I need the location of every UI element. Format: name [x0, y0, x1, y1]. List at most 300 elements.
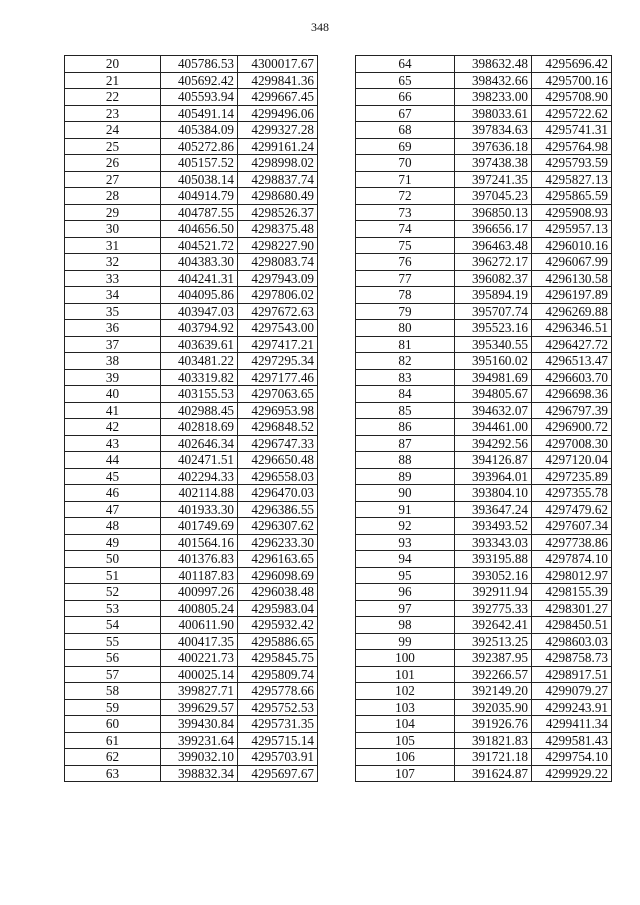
y-coordinate-cell: 4297355.78 — [532, 485, 612, 502]
x-coordinate-cell: 397241.35 — [455, 171, 532, 188]
x-coordinate-cell: 400025.14 — [161, 666, 238, 683]
x-coordinate-cell: 400611.90 — [161, 617, 238, 634]
point-number-cell: 94 — [356, 551, 455, 568]
table-row — [356, 56, 612, 73]
x-coordinate-cell: 397438.38 — [455, 155, 532, 172]
y-coordinate-cell: 4298758.73 — [532, 650, 612, 667]
point-number-cell: 102 — [356, 683, 455, 700]
point-number-cell: 106 — [356, 749, 455, 766]
y-coordinate-cell: 4295809.74 — [238, 666, 318, 683]
point-number-cell: 40 — [65, 386, 161, 403]
table-row — [356, 155, 612, 172]
table-row — [65, 633, 318, 650]
table-row — [65, 287, 318, 304]
x-coordinate-cell: 393493.52 — [455, 518, 532, 535]
point-number-cell: 49 — [65, 534, 161, 551]
x-coordinate-cell: 393343.03 — [455, 534, 532, 551]
point-number-cell: 50 — [65, 551, 161, 568]
x-coordinate-cell: 403155.53 — [161, 386, 238, 403]
table-row — [65, 204, 318, 221]
table-row — [356, 765, 612, 782]
y-coordinate-cell: 4297943.09 — [238, 270, 318, 287]
x-coordinate-cell: 402294.33 — [161, 468, 238, 485]
point-number-cell: 91 — [356, 501, 455, 518]
x-coordinate-cell: 393052.16 — [455, 567, 532, 584]
point-number-cell: 36 — [65, 320, 161, 337]
point-number-cell: 56 — [65, 650, 161, 667]
x-coordinate-cell: 404095.86 — [161, 287, 238, 304]
x-coordinate-cell: 403319.82 — [161, 369, 238, 386]
point-number-cell: 86 — [356, 419, 455, 436]
x-coordinate-cell: 402646.34 — [161, 435, 238, 452]
x-coordinate-cell: 402471.51 — [161, 452, 238, 469]
y-coordinate-cell: 4296797.39 — [532, 402, 612, 419]
table-row — [356, 254, 612, 271]
point-number-cell: 90 — [356, 485, 455, 502]
point-number-cell: 38 — [65, 353, 161, 370]
point-number-cell: 103 — [356, 699, 455, 716]
y-coordinate-cell: 4297063.65 — [238, 386, 318, 403]
x-coordinate-cell: 394981.69 — [455, 369, 532, 386]
point-number-cell: 92 — [356, 518, 455, 535]
y-coordinate-cell: 4295778.66 — [238, 683, 318, 700]
y-coordinate-cell: 4296470.03 — [238, 485, 318, 502]
x-coordinate-cell: 405692.42 — [161, 72, 238, 89]
y-coordinate-cell: 4296698.36 — [532, 386, 612, 403]
table-row — [65, 435, 318, 452]
table-row — [356, 369, 612, 386]
point-number-cell: 88 — [356, 452, 455, 469]
y-coordinate-cell: 4295908.93 — [532, 204, 612, 221]
y-coordinate-cell: 4295827.13 — [532, 171, 612, 188]
point-number-cell: 73 — [356, 204, 455, 221]
table-row — [356, 336, 612, 353]
y-coordinate-cell: 4298526.37 — [238, 204, 318, 221]
table-row — [356, 320, 612, 337]
y-coordinate-cell: 4300017.67 — [238, 56, 318, 73]
table-row — [356, 353, 612, 370]
point-number-cell: 47 — [65, 501, 161, 518]
table-row — [65, 221, 318, 238]
y-coordinate-cell: 4298450.51 — [532, 617, 612, 634]
table-row — [356, 584, 612, 601]
y-coordinate-cell: 4295886.65 — [238, 633, 318, 650]
x-coordinate-cell: 396082.37 — [455, 270, 532, 287]
y-coordinate-cell: 4297738.86 — [532, 534, 612, 551]
point-number-cell: 62 — [65, 749, 161, 766]
x-coordinate-cell: 392266.57 — [455, 666, 532, 683]
table-row — [65, 386, 318, 403]
point-number-cell: 57 — [65, 666, 161, 683]
table-row — [356, 138, 612, 155]
y-coordinate-cell: 4295932.42 — [238, 617, 318, 634]
table-row — [65, 402, 318, 419]
table-row — [356, 270, 612, 287]
x-coordinate-cell: 391624.87 — [455, 765, 532, 782]
table-row — [65, 699, 318, 716]
point-number-cell: 84 — [356, 386, 455, 403]
x-coordinate-cell: 398033.61 — [455, 105, 532, 122]
page-number: 348 — [311, 20, 329, 34]
x-coordinate-cell: 401933.30 — [161, 501, 238, 518]
y-coordinate-cell: 4297479.62 — [532, 501, 612, 518]
y-coordinate-cell: 4299243.91 — [532, 699, 612, 716]
point-number-cell: 22 — [65, 89, 161, 106]
point-number-cell: 41 — [65, 402, 161, 419]
table-row — [65, 89, 318, 106]
point-number-cell: 101 — [356, 666, 455, 683]
point-number-cell: 25 — [65, 138, 161, 155]
y-coordinate-cell: 4296163.65 — [238, 551, 318, 568]
table-row — [65, 600, 318, 617]
point-number-cell: 69 — [356, 138, 455, 155]
point-number-cell: 60 — [65, 716, 161, 733]
y-coordinate-cell: 4296307.62 — [238, 518, 318, 535]
point-number-cell: 33 — [65, 270, 161, 287]
x-coordinate-cell: 392775.33 — [455, 600, 532, 617]
coordinates-table-right — [355, 55, 612, 782]
table-row — [356, 666, 612, 683]
x-coordinate-cell: 403794.92 — [161, 320, 238, 337]
point-number-cell: 55 — [65, 633, 161, 650]
y-coordinate-cell: 4297417.21 — [238, 336, 318, 353]
y-coordinate-cell: 4299581.43 — [532, 732, 612, 749]
point-number-cell: 96 — [356, 584, 455, 601]
y-coordinate-cell: 4298155.39 — [532, 584, 612, 601]
table-row — [65, 617, 318, 634]
table-row — [65, 468, 318, 485]
x-coordinate-cell: 400417.35 — [161, 633, 238, 650]
table-row — [356, 204, 612, 221]
point-number-cell: 100 — [356, 650, 455, 667]
x-coordinate-cell: 397045.23 — [455, 188, 532, 205]
table-row — [356, 699, 612, 716]
point-number-cell: 99 — [356, 633, 455, 650]
y-coordinate-cell: 4299411.34 — [532, 716, 612, 733]
table-row — [356, 617, 612, 634]
table-row — [356, 171, 612, 188]
y-coordinate-cell: 4297543.00 — [238, 320, 318, 337]
x-coordinate-cell: 398632.48 — [455, 56, 532, 73]
x-coordinate-cell: 401749.69 — [161, 518, 238, 535]
table-row — [356, 402, 612, 419]
y-coordinate-cell: 4297295.34 — [238, 353, 318, 370]
table-row — [356, 518, 612, 535]
x-coordinate-cell: 399827.71 — [161, 683, 238, 700]
y-coordinate-cell: 4295700.16 — [532, 72, 612, 89]
x-coordinate-cell: 404787.55 — [161, 204, 238, 221]
y-coordinate-cell: 4295696.42 — [532, 56, 612, 73]
y-coordinate-cell: 4296386.55 — [238, 501, 318, 518]
point-number-cell: 61 — [65, 732, 161, 749]
table-row — [65, 567, 318, 584]
point-number-cell: 85 — [356, 402, 455, 419]
table-row — [65, 353, 318, 370]
y-coordinate-cell: 4296233.30 — [238, 534, 318, 551]
x-coordinate-cell: 395894.19 — [455, 287, 532, 304]
table-row — [65, 485, 318, 502]
y-coordinate-cell: 4296513.47 — [532, 353, 612, 370]
x-coordinate-cell: 404241.31 — [161, 270, 238, 287]
table-row — [65, 716, 318, 733]
point-number-cell: 44 — [65, 452, 161, 469]
x-coordinate-cell: 402988.45 — [161, 402, 238, 419]
y-coordinate-cell: 4296098.69 — [238, 567, 318, 584]
point-number-cell: 107 — [356, 765, 455, 782]
point-number-cell: 104 — [356, 716, 455, 733]
y-coordinate-cell: 4296558.03 — [238, 468, 318, 485]
table-row — [65, 419, 318, 436]
point-number-cell: 51 — [65, 567, 161, 584]
point-number-cell: 79 — [356, 303, 455, 320]
y-coordinate-cell: 4299841.36 — [238, 72, 318, 89]
y-coordinate-cell: 4298301.27 — [532, 600, 612, 617]
x-coordinate-cell: 394632.07 — [455, 402, 532, 419]
x-coordinate-cell: 404914.79 — [161, 188, 238, 205]
point-number-cell: 29 — [65, 204, 161, 221]
point-number-cell: 31 — [65, 237, 161, 254]
table-row — [65, 237, 318, 254]
point-number-cell: 30 — [65, 221, 161, 238]
y-coordinate-cell: 4297120.04 — [532, 452, 612, 469]
table-row — [65, 749, 318, 766]
table-row — [356, 287, 612, 304]
x-coordinate-cell: 396272.17 — [455, 254, 532, 271]
point-number-cell: 43 — [65, 435, 161, 452]
x-coordinate-cell: 393647.24 — [455, 501, 532, 518]
x-coordinate-cell: 397834.63 — [455, 122, 532, 139]
point-number-cell: 20 — [65, 56, 161, 73]
table-row — [65, 303, 318, 320]
table-row — [65, 72, 318, 89]
table-row — [356, 567, 612, 584]
x-coordinate-cell: 395707.74 — [455, 303, 532, 320]
x-coordinate-cell: 396463.48 — [455, 237, 532, 254]
y-coordinate-cell: 4299079.27 — [532, 683, 612, 700]
table-row — [65, 584, 318, 601]
y-coordinate-cell: 4295764.98 — [532, 138, 612, 155]
table-row — [356, 600, 612, 617]
y-coordinate-cell: 4298998.02 — [238, 155, 318, 172]
y-coordinate-cell: 4295703.91 — [238, 749, 318, 766]
table-row — [356, 72, 612, 89]
y-coordinate-cell: 4299327.28 — [238, 122, 318, 139]
y-coordinate-cell: 4298375.48 — [238, 221, 318, 238]
y-coordinate-cell: 4296038.48 — [238, 584, 318, 601]
y-coordinate-cell: 4296603.70 — [532, 369, 612, 386]
y-coordinate-cell: 4296953.98 — [238, 402, 318, 419]
table-row — [65, 138, 318, 155]
table-row — [356, 732, 612, 749]
table-row — [356, 188, 612, 205]
x-coordinate-cell: 400997.26 — [161, 584, 238, 601]
point-number-cell: 21 — [65, 72, 161, 89]
point-number-cell: 98 — [356, 617, 455, 634]
table-row — [65, 369, 318, 386]
y-coordinate-cell: 4298917.51 — [532, 666, 612, 683]
table-row — [65, 155, 318, 172]
point-number-cell: 28 — [65, 188, 161, 205]
point-number-cell: 67 — [356, 105, 455, 122]
x-coordinate-cell: 395340.55 — [455, 336, 532, 353]
table-row — [65, 518, 318, 535]
table-row — [356, 386, 612, 403]
y-coordinate-cell: 4295722.62 — [532, 105, 612, 122]
x-coordinate-cell: 405272.86 — [161, 138, 238, 155]
table-row — [65, 254, 318, 271]
y-coordinate-cell: 4295697.67 — [238, 765, 318, 782]
table-row — [356, 237, 612, 254]
point-number-cell: 93 — [356, 534, 455, 551]
x-coordinate-cell: 393804.10 — [455, 485, 532, 502]
table-row — [356, 633, 612, 650]
table-row — [65, 501, 318, 518]
x-coordinate-cell: 403481.22 — [161, 353, 238, 370]
point-number-cell: 68 — [356, 122, 455, 139]
y-coordinate-cell: 4298680.49 — [238, 188, 318, 205]
y-coordinate-cell: 4297607.34 — [532, 518, 612, 535]
table-row — [356, 716, 612, 733]
table-row — [65, 551, 318, 568]
y-coordinate-cell: 4295708.90 — [532, 89, 612, 106]
point-number-cell: 35 — [65, 303, 161, 320]
y-coordinate-cell: 4296900.72 — [532, 419, 612, 436]
point-number-cell: 72 — [356, 188, 455, 205]
table-row — [356, 419, 612, 436]
y-coordinate-cell: 4299161.24 — [238, 138, 318, 155]
x-coordinate-cell: 404656.50 — [161, 221, 238, 238]
y-coordinate-cell: 4298837.74 — [238, 171, 318, 188]
table-row — [65, 650, 318, 667]
y-coordinate-cell: 4298012.97 — [532, 567, 612, 584]
x-coordinate-cell: 396850.13 — [455, 204, 532, 221]
point-number-cell: 74 — [356, 221, 455, 238]
y-coordinate-cell: 4296346.51 — [532, 320, 612, 337]
point-number-cell: 70 — [356, 155, 455, 172]
x-coordinate-cell: 405786.53 — [161, 56, 238, 73]
x-coordinate-cell: 399430.84 — [161, 716, 238, 733]
table-row — [65, 765, 318, 782]
x-coordinate-cell: 393964.01 — [455, 468, 532, 485]
point-number-cell: 75 — [356, 237, 455, 254]
table-row — [356, 501, 612, 518]
x-coordinate-cell: 398233.00 — [455, 89, 532, 106]
table-row — [65, 105, 318, 122]
y-coordinate-cell: 4299667.45 — [238, 89, 318, 106]
table-row — [356, 683, 612, 700]
point-number-cell: 32 — [65, 254, 161, 271]
x-coordinate-cell: 405593.94 — [161, 89, 238, 106]
x-coordinate-cell: 396656.17 — [455, 221, 532, 238]
point-number-cell: 39 — [65, 369, 161, 386]
x-coordinate-cell: 404383.30 — [161, 254, 238, 271]
table-row — [356, 452, 612, 469]
y-coordinate-cell: 4295715.14 — [238, 732, 318, 749]
point-number-cell: 83 — [356, 369, 455, 386]
y-coordinate-cell: 4298603.03 — [532, 633, 612, 650]
point-number-cell: 27 — [65, 171, 161, 188]
point-number-cell: 58 — [65, 683, 161, 700]
y-coordinate-cell: 4295845.75 — [238, 650, 318, 667]
y-coordinate-cell: 4297235.89 — [532, 468, 612, 485]
table-row — [356, 551, 612, 568]
y-coordinate-cell: 4295752.53 — [238, 699, 318, 716]
x-coordinate-cell: 399231.64 — [161, 732, 238, 749]
point-number-cell: 66 — [356, 89, 455, 106]
x-coordinate-cell: 398432.66 — [455, 72, 532, 89]
point-number-cell: 81 — [356, 336, 455, 353]
y-coordinate-cell: 4297672.63 — [238, 303, 318, 320]
x-coordinate-cell: 393195.88 — [455, 551, 532, 568]
table-row — [356, 122, 612, 139]
x-coordinate-cell: 401187.83 — [161, 567, 238, 584]
x-coordinate-cell: 392387.95 — [455, 650, 532, 667]
point-number-cell: 77 — [356, 270, 455, 287]
y-coordinate-cell: 4295741.31 — [532, 122, 612, 139]
point-number-cell: 34 — [65, 287, 161, 304]
table-row — [356, 435, 612, 452]
point-number-cell: 45 — [65, 468, 161, 485]
point-number-cell: 87 — [356, 435, 455, 452]
x-coordinate-cell: 400805.24 — [161, 600, 238, 617]
y-coordinate-cell: 4299754.10 — [532, 749, 612, 766]
coordinates-table-left — [64, 55, 318, 782]
y-coordinate-cell: 4296269.88 — [532, 303, 612, 320]
x-coordinate-cell: 394292.56 — [455, 435, 532, 452]
y-coordinate-cell: 4298083.74 — [238, 254, 318, 271]
point-number-cell: 97 — [356, 600, 455, 617]
point-number-cell: 105 — [356, 732, 455, 749]
x-coordinate-cell: 394461.00 — [455, 419, 532, 436]
x-coordinate-cell: 401376.83 — [161, 551, 238, 568]
table-row — [356, 485, 612, 502]
table-row — [356, 650, 612, 667]
y-coordinate-cell: 4295957.13 — [532, 221, 612, 238]
table-row — [356, 749, 612, 766]
x-coordinate-cell: 398832.34 — [161, 765, 238, 782]
x-coordinate-cell: 401564.16 — [161, 534, 238, 551]
table-row — [65, 320, 318, 337]
x-coordinate-cell: 402818.69 — [161, 419, 238, 436]
x-coordinate-cell: 399032.10 — [161, 749, 238, 766]
x-coordinate-cell: 403639.61 — [161, 336, 238, 353]
y-coordinate-cell: 4299929.22 — [532, 765, 612, 782]
y-coordinate-cell: 4295793.59 — [532, 155, 612, 172]
point-number-cell: 89 — [356, 468, 455, 485]
point-number-cell: 24 — [65, 122, 161, 139]
y-coordinate-cell: 4297008.30 — [532, 435, 612, 452]
point-number-cell: 26 — [65, 155, 161, 172]
point-number-cell: 64 — [356, 56, 455, 73]
table-row — [65, 452, 318, 469]
x-coordinate-cell: 405038.14 — [161, 171, 238, 188]
y-coordinate-cell: 4295865.59 — [532, 188, 612, 205]
x-coordinate-cell: 405157.52 — [161, 155, 238, 172]
point-number-cell: 59 — [65, 699, 161, 716]
x-coordinate-cell: 392642.41 — [455, 617, 532, 634]
x-coordinate-cell: 391821.83 — [455, 732, 532, 749]
x-coordinate-cell: 392911.94 — [455, 584, 532, 601]
y-coordinate-cell: 4295983.04 — [238, 600, 318, 617]
y-coordinate-cell: 4296197.89 — [532, 287, 612, 304]
point-number-cell: 48 — [65, 518, 161, 535]
y-coordinate-cell: 4296010.16 — [532, 237, 612, 254]
point-number-cell: 71 — [356, 171, 455, 188]
x-coordinate-cell: 392149.20 — [455, 683, 532, 700]
table-row — [356, 89, 612, 106]
table-row — [65, 122, 318, 139]
point-number-cell: 37 — [65, 336, 161, 353]
